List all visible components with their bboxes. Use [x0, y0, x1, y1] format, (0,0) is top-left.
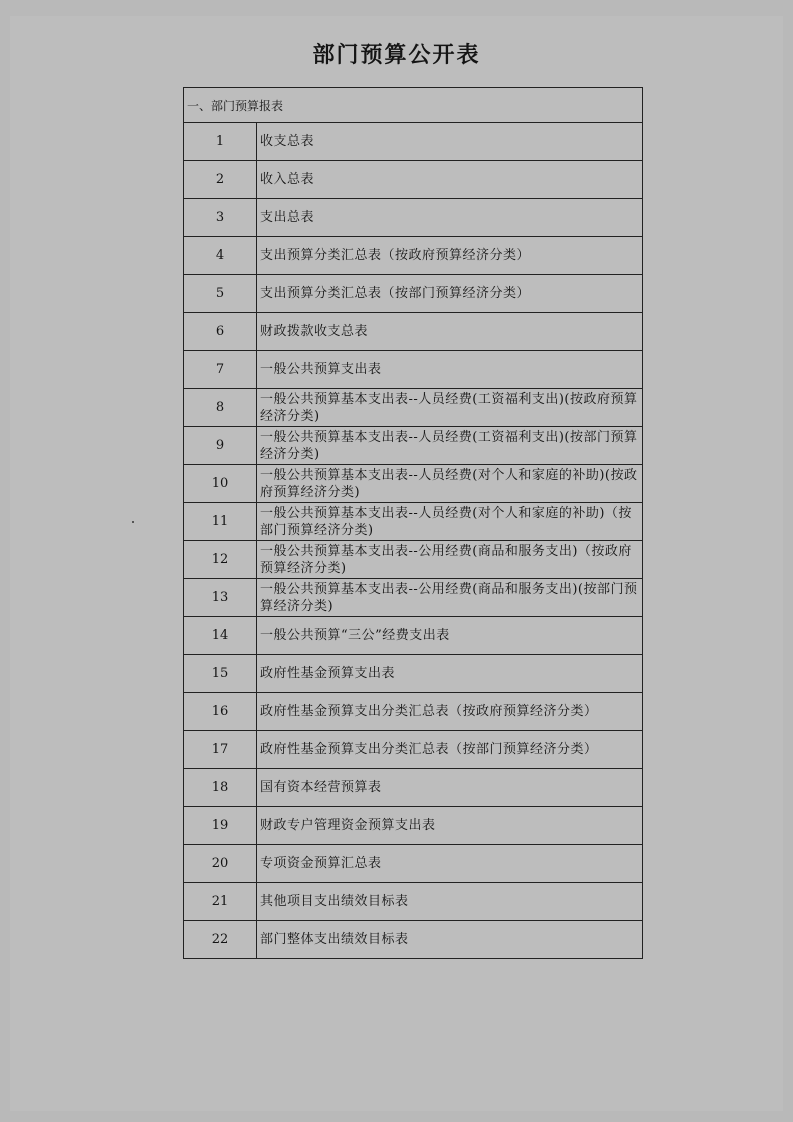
- row-number: 21: [184, 883, 257, 921]
- row-report-name: 收支总表: [257, 123, 643, 161]
- budget-table: [183, 87, 643, 959]
- row-number: 4: [184, 237, 257, 275]
- table-row: [184, 655, 643, 693]
- row-number: 14: [184, 617, 257, 655]
- table-row: [184, 161, 643, 199]
- row-number: 2: [184, 161, 257, 199]
- row-report-name: 一般公共预算基本支出表--人员经费(工资福利支出)(按部门预算经济分类): [257, 427, 643, 465]
- row-number: 9: [184, 427, 257, 465]
- table-row: [184, 883, 643, 921]
- row-report-name: 一般公共预算基本支出表--公用经费(商品和服务支出)(按部门预算经济分类): [257, 579, 643, 617]
- row-report-name: 一般公共预算支出表: [257, 351, 643, 389]
- table-row: [184, 275, 643, 313]
- section-header: 一、部门预算报表: [184, 88, 643, 123]
- table-row: [184, 389, 643, 427]
- table-row: [184, 237, 643, 275]
- row-report-name: 政府性基金预算支出分类汇总表（按部门预算经济分类）: [257, 731, 643, 769]
- row-number: 13: [184, 579, 257, 617]
- row-report-name: 一般公共预算基本支出表--人员经费(对个人和家庭的补助)（按部门预算经济分类): [257, 503, 643, 541]
- table-row: [184, 199, 643, 237]
- row-report-name: 收入总表: [257, 161, 643, 199]
- table-row: [184, 845, 643, 883]
- table-row: [184, 313, 643, 351]
- table-row: [184, 921, 643, 959]
- table-row: [184, 541, 643, 579]
- row-number: 5: [184, 275, 257, 313]
- row-report-name: 专项资金预算汇总表: [257, 845, 643, 883]
- row-report-name: 支出预算分类汇总表（按部门预算经济分类）: [257, 275, 643, 313]
- row-number: 15: [184, 655, 257, 693]
- table-row: [184, 731, 643, 769]
- table-row: [184, 465, 643, 503]
- row-number: 20: [184, 845, 257, 883]
- budget-table-body: [184, 88, 643, 959]
- row-report-name: 其他项目支出绩效目标表: [257, 883, 643, 921]
- row-number: 19: [184, 807, 257, 845]
- row-number: 12: [184, 541, 257, 579]
- table-row: [184, 807, 643, 845]
- row-report-name: 部门整体支出绩效目标表: [257, 921, 643, 959]
- row-report-name: 国有资本经营预算表: [257, 769, 643, 807]
- table-row: [184, 769, 643, 807]
- row-number: 10: [184, 465, 257, 503]
- row-number: 6: [184, 313, 257, 351]
- row-number: 11: [184, 503, 257, 541]
- row-report-name: 一般公共预算基本支出表--人员经费(对个人和家庭的补助)(按政府预算经济分类): [257, 465, 643, 503]
- table-row: [184, 617, 643, 655]
- row-number: 17: [184, 731, 257, 769]
- table-row: [184, 579, 643, 617]
- row-number: 18: [184, 769, 257, 807]
- row-number: 22: [184, 921, 257, 959]
- row-report-name: 支出总表: [257, 199, 643, 237]
- table-row: [184, 427, 643, 465]
- page-title: 部门预算公开表: [312, 42, 481, 68]
- row-report-name: 政府性基金预算支出表: [257, 655, 643, 693]
- table-row: [184, 503, 643, 541]
- table-row: [184, 123, 643, 161]
- row-report-name: 政府性基金预算支出分类汇总表（按政府预算经济分类）: [257, 693, 643, 731]
- section-header-row: [184, 88, 643, 123]
- row-number: 8: [184, 389, 257, 427]
- row-report-name: 一般公共预算基本支出表--人员经费(工资福利支出)(按政府预算经济分类): [257, 389, 643, 427]
- row-report-name: 一般公共预算基本支出表--公用经费(商品和服务支出)（按政府预算经济分类): [257, 541, 643, 579]
- row-number: 16: [184, 693, 257, 731]
- row-number: 3: [184, 199, 257, 237]
- scan-speck: [132, 521, 134, 523]
- row-number: 7: [184, 351, 257, 389]
- row-report-name: 财政拨款收支总表: [257, 313, 643, 351]
- table-row: [184, 693, 643, 731]
- row-report-name: 财政专户管理资金预算支出表: [257, 807, 643, 845]
- row-number: 1: [184, 123, 257, 161]
- row-report-name: 一般公共预算“三公”经费支出表: [257, 617, 643, 655]
- row-report-name: 支出预算分类汇总表（按政府预算经济分类）: [257, 237, 643, 275]
- table-row: [184, 351, 643, 389]
